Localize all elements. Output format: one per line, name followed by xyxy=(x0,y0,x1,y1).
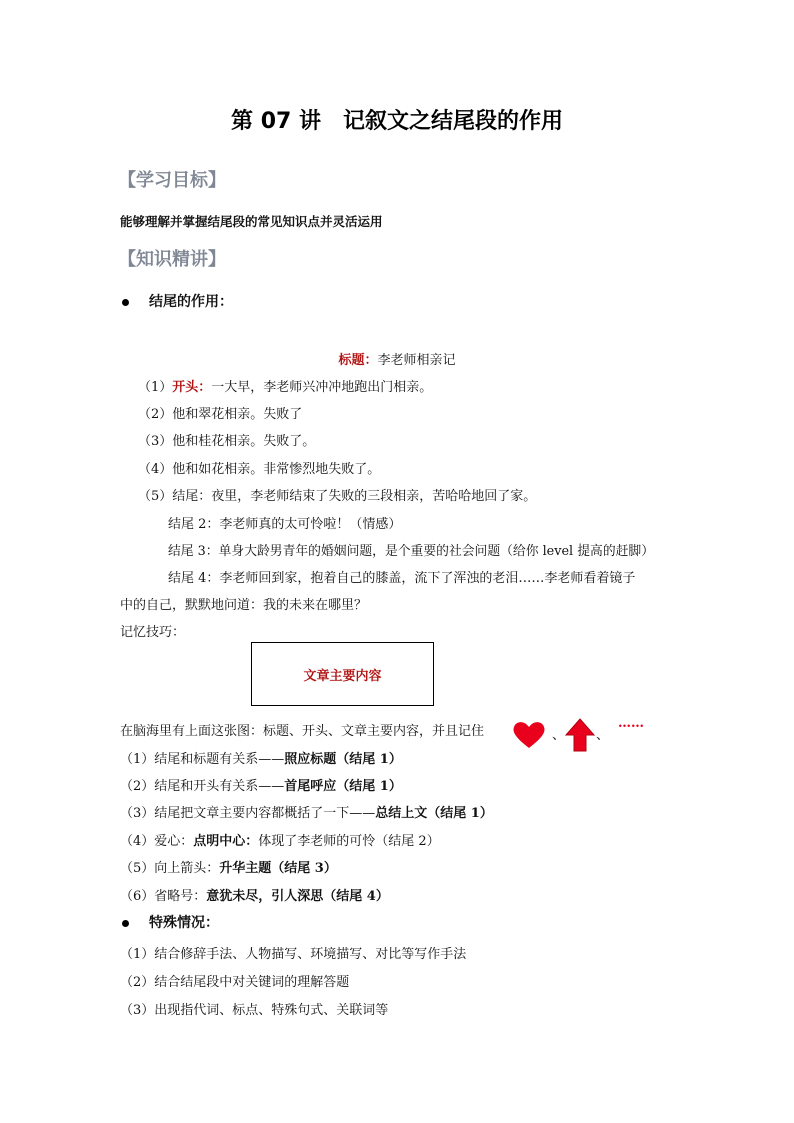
rule-1-prefix: （1）结尾和标题有关系—— xyxy=(120,752,285,767)
heart-icon xyxy=(512,720,546,750)
picture-separator-1: 、 xyxy=(552,728,566,743)
ending-4-line-a: 结尾 4：李老师回到家，抱着自己的膝盖，流下了浑浊的老泪……李老师看着镜子 xyxy=(168,571,636,586)
ending-4-line-b: 中的自己，默默地问道：我的未来在哪里？ xyxy=(120,598,368,613)
rule-4-bold: 点明中心： xyxy=(193,834,259,849)
knowledge-heading: 【知识精讲】 xyxy=(118,249,226,270)
rule-1 xyxy=(120,748,402,767)
main-content-box-text: 文章主要内容 xyxy=(303,668,382,684)
bullet-special xyxy=(122,912,219,932)
ending-3: 结尾 3：单身大龄男青年的婚姻问题，是个重要的社会问题（给你 level 提高的赶脚） xyxy=(168,544,655,559)
up-arrow-icon xyxy=(565,718,595,752)
bullet-dot xyxy=(122,299,129,306)
special-2: （2）结合结尾段中对关键词的理解答题 xyxy=(120,975,350,990)
rule-1-bold: 照应标题（结尾 1） xyxy=(284,752,402,767)
goal-heading: 【学习目标】 xyxy=(118,170,226,191)
rule-2-prefix: （2）结尾和开头有关系—— xyxy=(120,779,285,794)
rule-2-bold: 首尾呼应（结尾 1） xyxy=(284,779,402,794)
bullet-purpose xyxy=(122,291,233,311)
picture-separator-2: 、 xyxy=(596,728,610,743)
special-3: （3）出现指代词、标点、特殊句式、关联词等 xyxy=(120,1003,389,1018)
rule-4-suffix: 体现了李老师的可怜（结尾 2） xyxy=(258,834,440,849)
example-title-text: 李老师相亲记 xyxy=(377,353,456,368)
rule-5-prefix: （5）向上箭头： xyxy=(120,861,220,876)
memory-label: 记忆技巧： xyxy=(120,625,186,640)
bullet-special-text: 特殊情况： xyxy=(149,915,219,931)
example-line-2: （2）他和翠花相亲。失败了 xyxy=(138,407,303,422)
rule-5-bold: 升华主题（结尾 3） xyxy=(219,861,337,876)
rule-6-bold: 意犹未尽，引人深思（结尾 4） xyxy=(206,889,389,904)
example-line-3: （3）他和桂花相亲。失败了。 xyxy=(138,434,316,449)
example-line-1-text: 一大早，李老师兴冲冲地跑出门相亲。 xyxy=(211,380,433,395)
main-content-box xyxy=(251,642,434,706)
rule-3 xyxy=(120,802,493,821)
example-title-label: 标题： xyxy=(338,353,378,368)
rule-6 xyxy=(120,885,389,904)
rule-6-prefix: （6）省略号： xyxy=(120,889,207,904)
rule-4-prefix: （4）爱心： xyxy=(120,834,194,849)
example-line-1-num: （1） xyxy=(138,380,173,395)
ellipsis-symbol: …… xyxy=(618,716,644,731)
example-line-1 xyxy=(138,376,432,395)
bullet-dot xyxy=(122,920,129,927)
goal-text: 能够理解并掌握结尾段的常见知识点并灵活运用 xyxy=(120,214,383,229)
example-line-5: （5）结尾：夜里，李老师结束了失败的三段相亲，苦哈哈地回了家。 xyxy=(138,489,537,504)
page-title: 第 07 讲 记叙文之结尾段的作用 xyxy=(231,109,563,134)
rule-5 xyxy=(120,857,337,876)
example-title xyxy=(0,349,794,368)
rule-3-prefix: （3）结尾把文章主要内容都概括了一下—— xyxy=(120,806,376,821)
rule-2 xyxy=(120,775,402,794)
rule-4 xyxy=(120,830,440,849)
example-line-4: （4）他和如花相亲。非常惨烈地失败了。 xyxy=(138,462,381,477)
example-line-1-label: 开头： xyxy=(172,380,212,395)
ending-2: 结尾 2：李老师真的太可怜啦！（情感） xyxy=(168,517,402,532)
picture-instruction: 在脑海里有上面这张图：标题、开头、文章主要内容，并且记住 xyxy=(120,724,485,739)
special-1: （1）结合修辞手法、人物描写、环境描写、对比等写作手法 xyxy=(120,947,467,962)
bullet-purpose-text: 结尾的作用： xyxy=(149,294,233,310)
rule-3-bold: 总结上文（结尾 1） xyxy=(375,806,493,821)
